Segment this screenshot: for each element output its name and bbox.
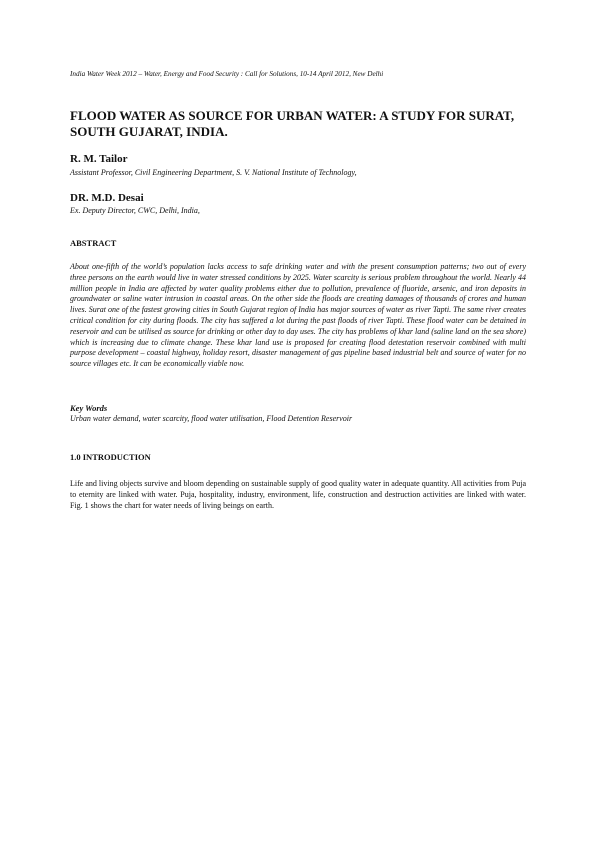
author-name: R. M. Tailor [70,153,128,165]
keywords-heading: Key Words [70,403,108,413]
introduction-heading: 1.0 INTRODUCTION [70,452,151,462]
author-name: DR. M.D. Desai [70,192,144,204]
running-head: India Water Week 2012 – Water, Energy and Food Security : Call for Solutions, 10-14 April 2012, New Delhi [70,70,384,78]
paper-title: FLOOD WATER AS SOURCE FOR URBAN WATER: A STUDY FOR SURAT, SOUTH GUJARAT, INDIA. [70,108,515,139]
author-affiliation: Ex. Deputy Director, CWC, Delhi, India, [70,206,200,215]
introduction-body: Life and living objects survive and bloom depending on sustainable supply of good quality water in adequate quantity. All activities from Puja to eternity are linked with water. Puja, hospitality, industry, environment, life, construction and destruction activities are linked with water. Fig. 1 shows the chart for water needs of living beings on earth. [70,479,526,510]
keywords-body: Urban water demand, water scarcity, flood water utilisation, Flood Detention Reservoir [70,414,353,423]
author-affiliation: Assistant Professor, Civil Engineering Department, S. V. National Institute of Technology, [70,168,357,177]
abstract-body: About one-fifth of the world’s population lacks access to safe drinking water and with the present consumption patterns; two out of every three persons on the earth would live in water stressed conditions by 2025. Water scarcity is serious problem throughout the world. Nearly 44 million people in India are affected by water quality problems either due to pollution, prevalence of fluoride, arsenic, and iron deposits in groundwater or saline water intrusion in coastal areas. On the other side the floods are creating damages of thousands of crores and human lives. Surat one of the fastest growing cities in South Gujarat region of India has major sources of water as river Tapti. The same river creates critical condition for city during floods. The city has suffered a lot during the past floods of river Tapti. These flood water can be detained in reservoir and can be utilised as source for drinking or other day to day uses. The city has problems of khar land (saline land on the sea shore) which is increasing due to climate change. These khar land use is proposed for creating flood detestation reservoir combined with multi purpose development – coastal highway, holiday resort, disaster management of gas pipeline based industrial belt and source of water for no source villages etc. It can be economically viable now. [70,262,526,369]
abstract-heading: ABSTRACT [70,238,117,248]
